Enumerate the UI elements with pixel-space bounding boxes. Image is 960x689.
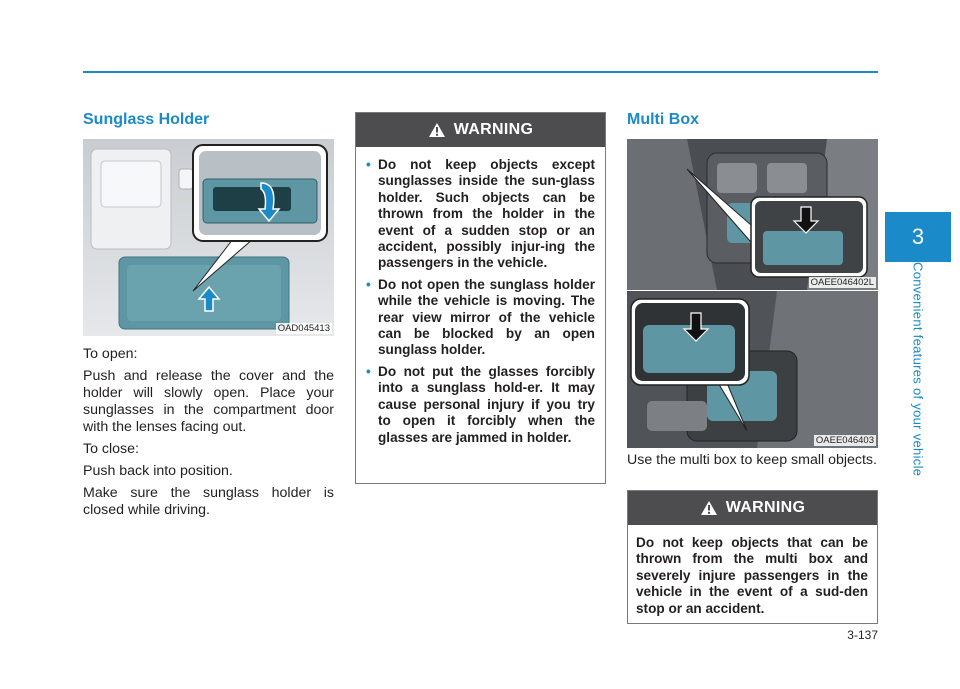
warning-label: WARNING — [725, 499, 806, 516]
bullet-icon: • — [366, 157, 371, 172]
warning-text: Do not keep objects that can be thrown from the multi box and severely injure passengers in the vehicle in the event of a sud-den stop or an accident. — [636, 535, 868, 616]
paragraph: Push back into position. — [83, 463, 233, 479]
paragraph: To open: — [83, 346, 138, 362]
figure-code: OAD045413 — [277, 323, 330, 334]
paragraph: Use the multi box to keep small objects. — [627, 452, 877, 468]
paragraph: Make sure the sunglass holder is closed while driving. — [83, 485, 334, 518]
multi-box-heading: Multi Box — [627, 111, 699, 128]
figure-code: OAEE046403 — [815, 435, 874, 446]
multi-box-illustration-2 — [627, 291, 878, 448]
sunglass-holder-illustration — [83, 139, 334, 336]
sunglass-holder-figure — [83, 139, 334, 336]
page-number: 3-137 — [847, 628, 878, 642]
warning-triangle-icon — [700, 500, 718, 516]
warning-list — [356, 147, 605, 461]
sunglass-holder-instructions — [83, 346, 334, 524]
warning-header — [356, 113, 605, 147]
warning-header — [628, 491, 877, 525]
warning-label: WARNING — [453, 121, 534, 138]
multi-box-illustration-1 — [627, 139, 878, 290]
warning-item — [368, 364, 595, 446]
warning-item-text: Do not put the glasses forcibly into a sunglass hold-er. It may cause personal injury if you try to open it forcibly when the glasses are jammed in holder. — [378, 363, 595, 445]
multi-box-figure-1 — [627, 139, 878, 290]
paragraph: To close: — [83, 441, 139, 457]
bullet-icon: • — [366, 363, 371, 379]
warning-item-text: Do not keep objects except sunglasses inside the sun-glass holder. Such objects can be thrown from the holder in the event of a sudden stop or an accident, possibly injur-ing the passengers in the vehicle. — [378, 157, 595, 271]
multi-box-warning-box — [627, 490, 878, 624]
warning-item-text: Do not open the sunglass holder while the vehicle is moving. The rear view mirror of the vehicle can be blocked by an open sunglass holder. — [378, 276, 595, 358]
top-rule — [83, 71, 878, 73]
multi-box-figure-2 — [627, 291, 878, 448]
sunglass-warning-box — [355, 112, 606, 484]
warning-item — [368, 277, 595, 359]
figure-code: OAEE046402L — [810, 277, 874, 288]
multi-box-description — [627, 452, 878, 474]
warning-triangle-icon — [428, 122, 446, 138]
sunglass-holder-heading: Sunglass Holder — [83, 111, 210, 128]
paragraph: Push and release the cover and the holder will slowly open. Place your sunglasses in the compartment door with the lenses facing out. — [83, 368, 334, 435]
chapter-side-label: Convenient features of your vehicle — [910, 262, 926, 477]
bullet-icon: • — [366, 276, 371, 292]
warning-item — [368, 157, 595, 272]
chapter-number-tab: 3 — [885, 212, 951, 262]
